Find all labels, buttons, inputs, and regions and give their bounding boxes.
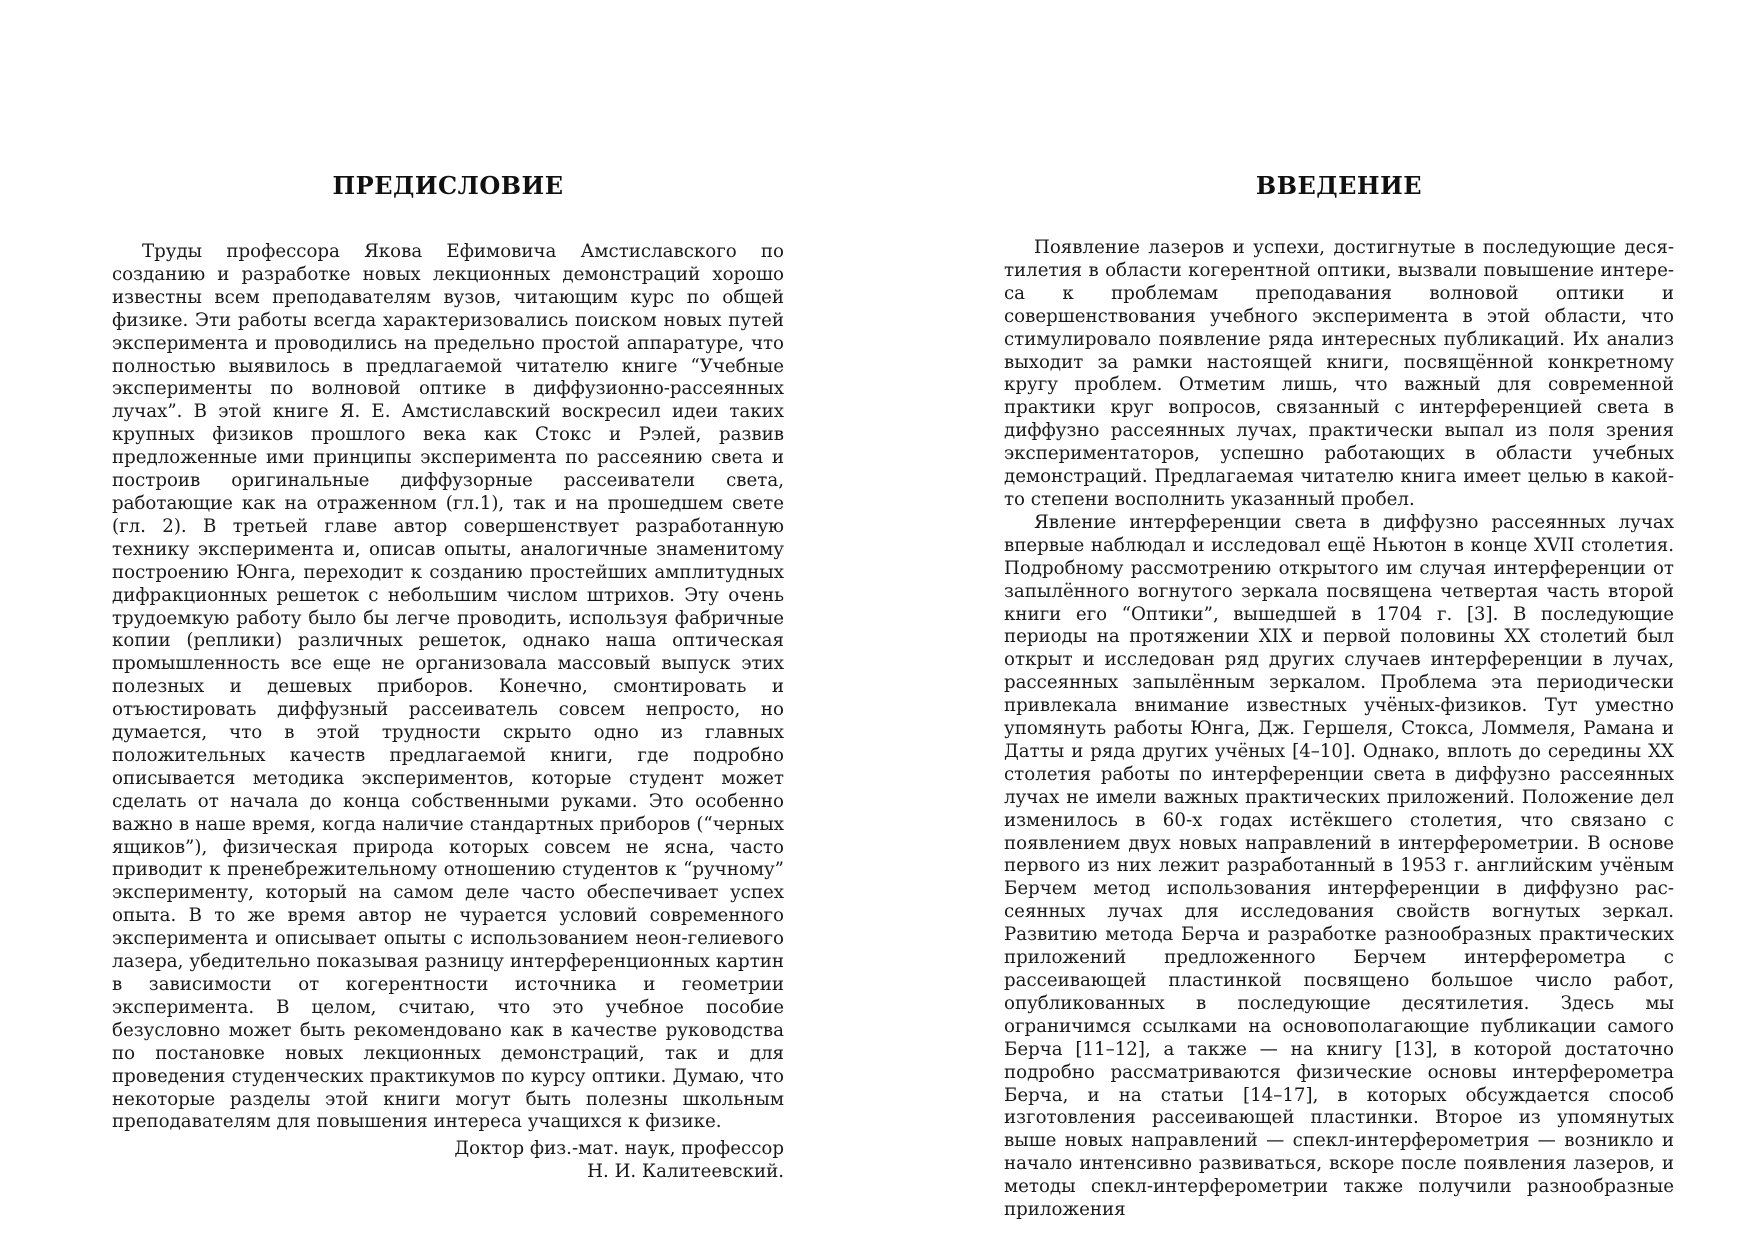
introduction-body [1004,237,1674,1222]
signature-credentials: Доктор физ.-мат. наук, профессор [454,1138,784,1160]
preface-title: ПРЕДИСЛОВИЕ [332,171,564,200]
introduction-title: ВВЕДЕНИЕ [1255,171,1423,200]
introduction-paragraph-2: Явление интерференции света в диффузно рассеянных лучах впервые наблюдал и исследовал ещё Ньютон в конце XVII столетия. Подробному рассмотрению открытого им случая интерференции от запылённого вогнутого зеркала посвящена четвертая часть второй книги его “Оптики”, вышедшей в 1704 г. [3]. В последующие периоды на протяжении XIX и первой половины XX столетий был открыт и исследован ряд других случаев интерференции в лучах, рассеянных запылённым зеркалом. Проблема эта периодически привлекала внимание известных учёных-физиков. Тут уместно упомянуть работы Юнга, Дж. Гершеля, Стокса, Ломмеля, Рамана и Датты и ряда других учёных [4–10]. Однако, вплоть до середины XX столетия работы по интерференции света в диффузно рассеянных лучах не имели важных практических приложений. Положение дел изменилось в 60-х годах истёкшего столетия, что связано с появлением двух новых направлений в интерферометрии. В основе первого из них лежит разработанный в 1953 г. английским учёным Берчем метод использования интерференции в диффузно рассеянных лучах для исследования свойств вогнутых зеркал. Развитию метода Берча и разработке разнообразных практических приложений предложенного Берчем интерферометра с рассеивающей пластинкой посвящено большое число работ, опубликованных в последующие десятилетия. Здесь мы ограничимся ссылками на основополагающие публикации самого Берча [11–12], а также — на книгу [13], в которой достаточно подробно рассматриваются физические основы интерферометра Берча, и на статьи [14–17], в которых обсуждается способ изготовления рассеивающей пластинки. Второе из упомянутых выше новых направлений — спекл-интерферометрия — возникло и начало интенсивно развиваться, вскоре после появления лазеров, и методы спекл-интерферометрии также получили разнообразные приложения [1004,511,1674,1221]
preface-paragraph: Труды профессора Якова Ефимовича Амстиславского по созданию и разработке новых лекционных демонстраций хорошо известны всем преподавателям вузов, читающим курс по общей физике. Эти работы всегда характеризовались поиском новых путей эксперимента и проводились на предельно простой аппаратуре, что полностью выявилось в предлагаемой читателю книге “Учебные эксперименты по волновой оптике в диффузионно-рассеянных лучах”. В этой книге Я. Е. Амстиславский воскресил идеи таких крупных физиков прошлого века как Стокс и Рэлей, развив предложенные ими принципы эксперимента по рассеянию света и построив оригинальные диффузорные рассеиватели света, работающие как на отраженном (гл.1), так и на прошедшем свете (гл. 2). В третьей главе автор совершенствует разработанную технику эксперимента и, описав опыты, аналогичные знаменитому построению Юнга, переходит к созданию простейших амплитудных дифракционных решеток с небольшим числом штрихов. Эту очень трудоемкую работу было бы легче проводить, используя фабричные копии (реплики) различных решеток, однако наша оптическая промышленность все еще не организовала массовый выпуск этих полезных и дешевых приборов. Конечно, смонтировать и отъюстировать диффузный рассеиватель совсем непросто, но думается, что в этой трудности скрыто одно из главных положительных качеств предлагаемой книги, где подробно описывается методика экспериментов, которые студент может сделать от начала до конца собственными руками. Это особенно важно в наше время, когда наличие стандартных приборов (“черных ящиков”), физическая природа которых совсем не ясна, часто приводит к пренебрежительному отношению студентов к “ручному” эксперименту, который на самом деле часто обеспечивает успех опыта. В то же время автор не чурается условий современного эксперимента и описывает опыты с использованием неон-гелиевого лазера, убедительно показывая разницу интерференционных картин в зависимости от когерентности источника и геометрии эксперимента. В целом, считаю, что это учебное пособие безусловно может быть рекомендовано как в качестве руководства по постановке новых лекционных демонстраций, так и для проведения студенческих практикумов по курсу оптики. Думаю, что некоторые разделы этой книги могут быть полезны школьным преподавателям для повышения интереса учащихся к физике. [112,241,784,1133]
preface-signature [112,1138,784,1184]
signature-author: Н. И. Калитеевский. [587,1161,784,1183]
introduction-paragraph-1: Появление лазеров и успехи, достигнутые в последующие десятилетия в области когерентной оптики, вызвали повышение интереса к проблемам преподавания волновой оптики и совершенствования учебного эксперимента в этой области, что стимулировало появление ряда интересных публикаций. Их анализ выходит за рамки настоящей книги, посвящённой конкретному кругу проблем. Отметим лишь, что важный для современной практики круг вопросов, связанный с интерференцией света в диффузно рассеянных лучах, практически выпал из поля зрения экспериментаторов, успешно работающих в области учебных демонстраций. Предлагаемая читателю книга имеет целью в какой-то степени восполнить указанный пробел. [1004,237,1674,510]
preface-body [112,241,784,1184]
